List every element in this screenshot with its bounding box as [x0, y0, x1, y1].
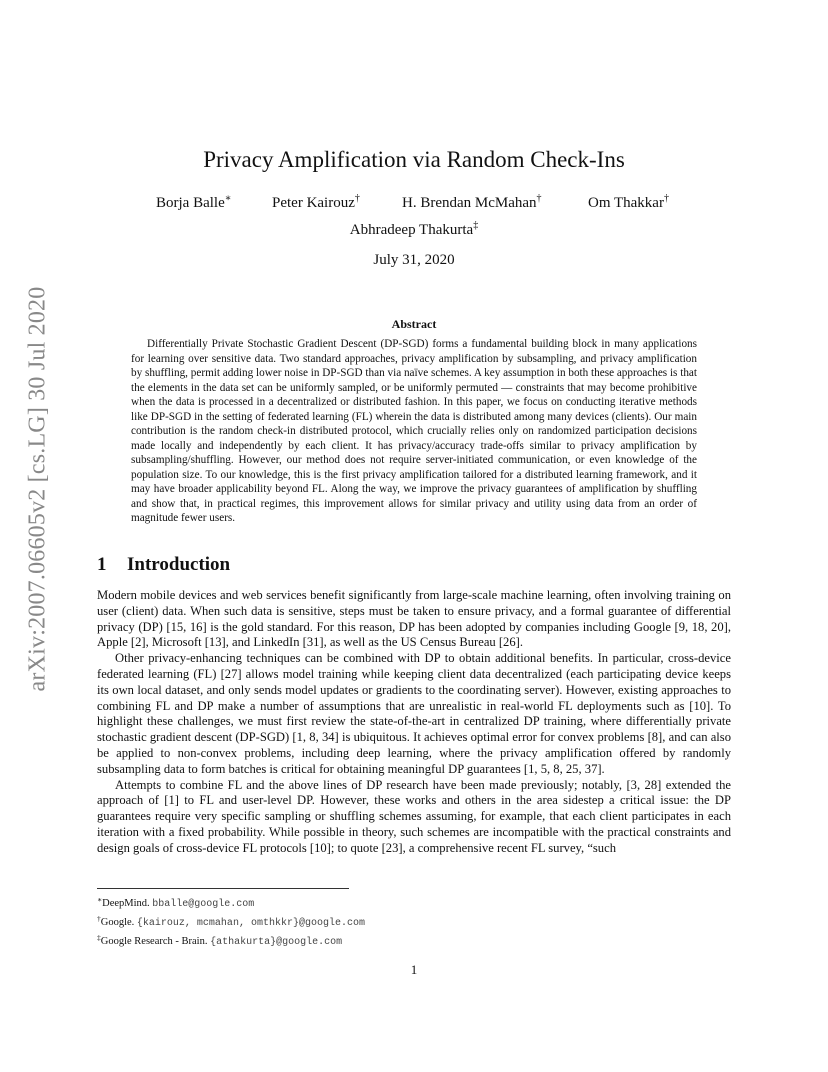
footnote [97, 912, 731, 931]
footnote-mark: † [97, 914, 101, 923]
paragraph: Modern mobile devices and web services benefit significantly from large-scale machine learning, often involving training on user (client) data. When such data is sensitive, steps must be taken to ensure privacy, and a formal guarantee of differential privacy (DP) [15, 16] is the gold standard. For this reason, DP has been adopted by companies including Google [9, 18, 20], Apple [2], Microsoft [13], and LinkedIn [31], as well as the US Census Bureau [26]. [97, 588, 731, 650]
footnote-divider [97, 888, 349, 889]
author [272, 193, 360, 212]
section-heading [97, 554, 230, 576]
paragraph: Other privacy-enhancing techniques can be combined with DP to obtain additional benefits. In particular, cross-device federated learning (FL) [27] allows model training while keeping client data decentralized (each participating device keeps its own local dataset, and only sends model updates or gradients to the coordinating server). However, existing approaches to combining FL and DP make a number of assumptions that are unrealistic in real-world FL deployments such as [10]. To highlight these challenges, we must first review the state-of-the-art in centralized DP training, where differentially private stochastic gradient descent (DP-SGD) [1, 8, 34] is ubiquitous. It achieves optimal error for convex problems [8], and can also be applied to non-convex problems, including deep learning, where the privacy amplification offered by randomly subsampling data to form batches is critical for obtaining meaningful DP guarantees [1, 5, 8, 25, 37]. [97, 651, 731, 776]
author [0, 220, 828, 239]
author-name: Borja Balle [156, 195, 225, 211]
paragraph: Attempts to combine FL and the above lines of DP research have been made previously; notably, [3, 28] extended the approach of [1] to FL and user-level DP. However, these works and others in the area sidestep a critical issue: the DP guarantees require very specific sampling or shuffling schemes assuming, for example, that each client participates in each iteration with a fixed probability. While possible in theory, such schemes are incompatible with the practical constraints and design goals of cross-device FL protocols [10]; to quote [23], a comprehensive recent FL survey, “such [97, 777, 731, 855]
arxiv-stamp [16, 286, 60, 692]
author-name: Abhradeep Thakurta [349, 222, 474, 238]
section-number: 1 [97, 554, 107, 575]
author-mark: ‡ [473, 220, 479, 231]
author [156, 193, 232, 212]
paper-date: July 31, 2020 [373, 252, 455, 268]
footnote-org: Google. [100, 917, 135, 928]
arxiv-stamp-text: arXiv:2007.06605v2 [cs.LG] 30 Jul 2020 [24, 286, 51, 692]
author-name: Peter Kairouz [272, 195, 355, 211]
footnote-mark: ‡ [97, 933, 101, 942]
footnote [97, 931, 731, 950]
author [588, 193, 669, 212]
author-mark: † [663, 193, 669, 204]
author-list [140, 193, 700, 213]
footnotes [97, 893, 731, 950]
abstract-heading: Abstract [391, 317, 437, 331]
footnote [97, 893, 731, 912]
footnote-email[interactable]: {kairouz, mcmahan, omthkkr}@google.com [136, 918, 365, 929]
section-title: Introduction [127, 554, 231, 575]
footnote-org: Google Research - Brain. [100, 936, 208, 947]
abstract-text: Differentially Private Stochastic Gradient Descent (DP-SGD) forms a fundamental building block in many applications for learning over sensitive data. Two standard approaches, privacy amplification by subsampling, and privacy amplification by shuffling, permit adding lower noise in DP-SGD than via naïve schemes. A key assumption in both these approaches is that the elements in the data set can be uniformly sampled, or be uniformly permuted — constraints that may become prohibitive when the data is processed in a decentralized or distributed fashion. In this paper, we focus on conducting iterative methods like DP-SGD in the setting of federated learning (FL) wherein the data is distributed among many devices (clients). Our main contribution is the random check-in distributed protocol, which crucially relies only on randomized participation decisions made locally and independently by each client. It has privacy/accuracy trade-offs similar to privacy amplification by subsampling/shuffling. However, our method does not require server-initiated communication, or even knowledge of the population size. To our knowledge, this is the first privacy amplification tailored for a distributed learning framework, and it may have broader applicability beyond FL. Along the way, we improve the privacy guarantees of amplification by shuffling and show that, in practical regimes, this improvement allows for similar privacy and utility using data from an order of magnitude fewer users. [131, 338, 697, 524]
author-mark: † [536, 193, 542, 204]
author-mark: ∗ [224, 193, 232, 204]
author-name: H. Brendan McMahan [402, 195, 537, 211]
footnote-org: DeepMind. [102, 898, 150, 909]
footnote-email[interactable]: bballe@google.com [152, 899, 255, 910]
introduction-body [97, 588, 731, 857]
page-number: 1 [410, 962, 418, 977]
footnote-email[interactable]: {athakurta}@google.com [210, 937, 343, 948]
footnote-mark: ∗ [97, 895, 103, 904]
author-mark: † [354, 193, 360, 204]
author-name: Om Thakkar [588, 195, 664, 211]
author [402, 193, 542, 212]
paper-title: Privacy Amplification via Random Check-Ins [203, 147, 625, 172]
